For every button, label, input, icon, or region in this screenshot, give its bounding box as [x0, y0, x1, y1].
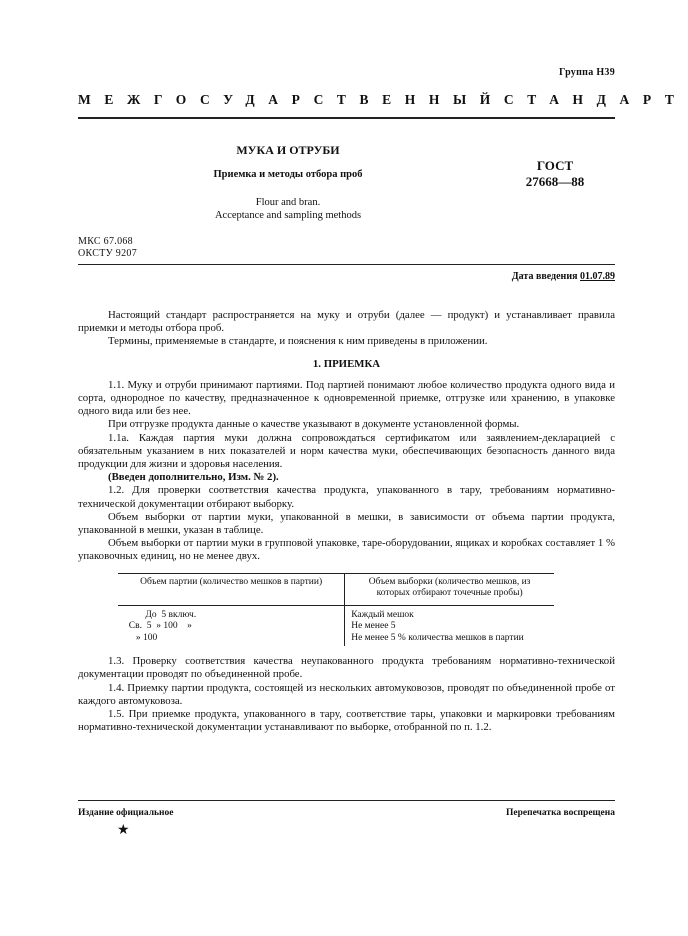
document-subtitle: Приемка и методы отбора проб: [213, 169, 363, 180]
table-row: [118, 605, 554, 646]
footer-divider: [78, 800, 615, 801]
standard-header-left: МЕЖГОСУДАРСТВЕННЫЙ: [78, 92, 504, 107]
paragraph: 1.1. Муку и отруби принимают партиями. Под партией понимают любое количество продукта одного вида и сорта, однородное по качеству, предназначенное к одновременной приемке, отгрузке или хранению, в упаковке одного вида или без нее.: [78, 378, 615, 418]
paragraph: 1.1а. Каждая партия муки должна сопровождаться сертификатом или заявлением-декларацией с обязательным указанием в них показателей и норм качества муки, обеспечивающих безопасность данного вида продукции для жизни и здоровья населения.: [78, 431, 615, 471]
reprint-prohibited-label: Перепечатка воспрещена: [505, 808, 615, 818]
paragraph: 1.4. Приемку партии продукта, состоящей из нескольких автомуковозов, проводят по объединенной пробе от каждого автомуковоза.: [78, 681, 615, 707]
paragraph: Объем выборки от партии муки, упакованной в мешки, в зависимости от объема партии продукта, упакованной в мешки, указан в таблице.: [78, 510, 615, 537]
effective-date-label: Дата введения: [511, 271, 578, 282]
document-title: МУКА И ОТРУБИ: [236, 143, 340, 157]
amendment-note: (Введен дополнительно, Изм. № 2).: [108, 471, 279, 484]
intro-paragraph: Настоящий стандарт распространяется на муку и отруби (далее — продукт) и устанавливает правила приемки и методы отбора проб.: [78, 309, 615, 335]
table-cell-sample: [345, 605, 554, 646]
classification-codes: [78, 236, 137, 260]
sample-value: Не менее 5 % количества мешков в партии: [351, 632, 524, 643]
table-header-sample-size: Объем выборки (количество мешков, из которых отбирают точечные пробы): [345, 573, 554, 605]
star-icon: ★: [117, 823, 130, 838]
lot-range: » 100: [124, 632, 158, 643]
paragraph: 1.3. Проверку соответствия качества неупакованного продукта требованиям нормативно-технической документации проводят по объединенной пробе.: [78, 655, 615, 681]
effective-date: [512, 271, 615, 282]
paragraph: 1.2. Для проверки соответствия качества продукта, упакованного в тару, требованиям нормативно-технической документации отбирают выборку.: [78, 484, 615, 510]
paragraph: При отгрузке продукта данные о качестве указывают в документе установленной формы.: [108, 418, 520, 431]
sample-size-table: [118, 573, 554, 647]
paragraph: 1.5. При приемке продукта, упакованного в тару, соответствие тары, упаковки и маркировки требованиям нормативно-технической документации устанавливают по выборке, отобранной по п. 1.2.: [78, 707, 615, 734]
sample-value: Не менее 5: [351, 621, 396, 632]
group-code: Группа Н39: [559, 67, 615, 78]
english-title: Flour and bran.: [255, 197, 321, 208]
paragraph: Объем выборки от партии муки в групповой упаковке, таре-оборудовании, ящиках и коробках составляет 1 % упаковочных единиц, но не менее двух.: [78, 537, 615, 563]
lot-range: До 5 включ.: [124, 609, 197, 620]
document-body: [78, 309, 615, 734]
gost-label: ГОСТ: [536, 158, 574, 173]
standard-header: [78, 92, 688, 108]
sample-value: Каждый мешок: [351, 609, 414, 620]
standard-header-right: СТАНДАРТ: [503, 92, 688, 107]
okstu-code: ОКСТУ 9207: [78, 248, 138, 259]
codes-divider: [78, 264, 615, 265]
gost-designation: [500, 158, 610, 190]
table-header-lot-size: Объем партии (количество мешков в партии): [118, 573, 345, 605]
intro-paragraph: Термины, применяемые в стандарте, и пояснения к ним приведены в приложении.: [108, 335, 488, 348]
mks-code: МКС 67.068: [78, 236, 133, 247]
section-heading: 1. ПРИЕМКА: [312, 357, 381, 370]
effective-date-value: 01.07.89: [580, 271, 615, 282]
lot-range: Св. 5 » 100 »: [124, 621, 192, 632]
official-edition-label: Издание официальное: [78, 808, 174, 818]
header-divider: [78, 117, 615, 119]
table-cell-lot: [118, 605, 345, 646]
gost-number: 27668—88: [525, 174, 585, 189]
english-subtitle: Acceptance and sampling methods: [214, 210, 362, 221]
